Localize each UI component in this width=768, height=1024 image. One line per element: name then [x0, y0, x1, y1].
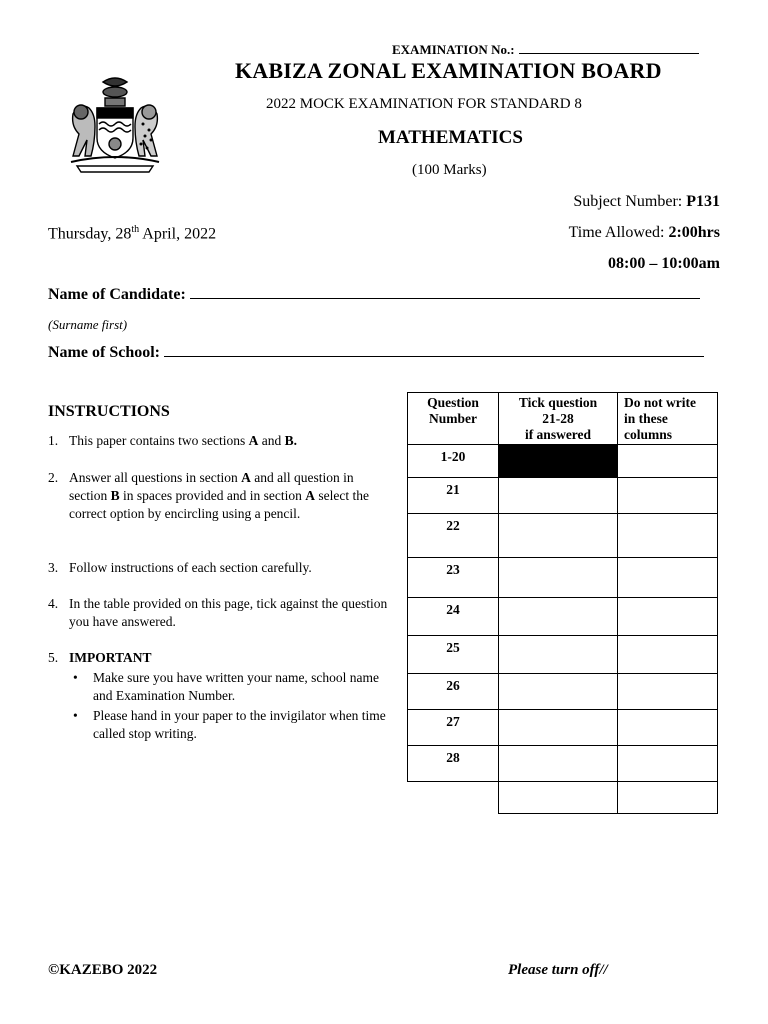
table-row — [408, 636, 718, 674]
tick-cell[interactable] — [499, 746, 618, 782]
examination-number-field — [392, 42, 699, 58]
table-row — [408, 445, 718, 478]
question-number-cell: 27 — [408, 710, 499, 746]
table-row — [408, 514, 718, 558]
table-row — [408, 746, 718, 782]
candidate-name-label: Name of Candidate: — [48, 286, 186, 303]
question-number-cell: 24 — [408, 598, 499, 636]
question-number-cell: 22 — [408, 514, 499, 558]
instruction-item-5 — [48, 649, 388, 745]
instruction-number: 1. — [48, 433, 59, 448]
bullet-icon: • — [73, 670, 78, 685]
instruction-text-part: This paper contains two sections — [69, 433, 249, 448]
candidate-name-blank[interactable] — [190, 286, 700, 299]
tick-cell[interactable] — [499, 598, 618, 636]
bullet-icon: • — [73, 708, 78, 723]
table-row — [408, 478, 718, 514]
instruction-text-bold: B. — [284, 433, 297, 448]
school-name-label: Name of School: — [48, 344, 160, 361]
tick-cell[interactable] — [499, 514, 618, 558]
candidate-name-field — [48, 286, 700, 304]
table-row — [408, 710, 718, 746]
instruction-text — [69, 432, 388, 450]
question-number-cell: 21 — [408, 478, 499, 514]
question-number-cell: 25 — [408, 636, 499, 674]
table-total-row — [408, 782, 718, 814]
header-line: Question — [427, 395, 479, 410]
total-marks: (100 Marks) — [412, 162, 487, 178]
date-day: Thursday, 28 — [48, 225, 132, 243]
header-line: Number — [429, 411, 477, 426]
examiner-cell — [618, 558, 718, 598]
header-line: columns — [624, 427, 673, 442]
bullet-item — [69, 669, 388, 705]
examiner-cell — [618, 598, 718, 636]
header-line: Tick question — [518, 395, 598, 410]
bullet-item — [69, 707, 388, 743]
subject-title: MATHEMATICS — [378, 127, 523, 148]
date-month-year: April, 2022 — [139, 225, 217, 243]
date-suffix: th — [131, 224, 140, 235]
tick-cell[interactable] — [499, 478, 618, 514]
instruction-item-2 — [48, 469, 388, 523]
total-tick-cell — [499, 782, 618, 814]
turn-over-note: Please turn off// — [508, 962, 608, 978]
examiner-cell — [618, 514, 718, 558]
instruction-text-part: Answer all questions in section — [69, 470, 242, 485]
table-header-row — [408, 393, 718, 445]
instruction-text-part: in spaces provided and in section — [119, 488, 306, 503]
header-do-not-write — [618, 393, 718, 445]
instruction-heading: IMPORTANT — [69, 650, 152, 665]
time-range: 08:00 – 10:00am — [608, 255, 720, 272]
instruction-item-3 — [48, 559, 388, 577]
instruction-text-part: and all question in section — [69, 470, 354, 503]
instruction-number: 4. — [48, 596, 59, 611]
header-question-number — [408, 393, 499, 445]
bullet-text: Please hand in your paper to the invigilator when time called stop writing. — [93, 708, 386, 741]
subject-number-value: P131 — [686, 193, 720, 210]
header-line: in these — [624, 411, 668, 426]
table-row — [408, 598, 718, 636]
instruction-text-bold: A — [248, 433, 259, 448]
subject-number-label: Subject Number: — [573, 193, 687, 210]
instruction-item-4 — [48, 595, 388, 631]
tick-cell[interactable] — [499, 636, 618, 674]
table-row — [408, 674, 718, 710]
instruction-text-bold: A — [241, 470, 251, 485]
instruction-text-bold: A — [305, 488, 315, 503]
total-examiner-cell — [618, 782, 718, 814]
exam-date — [48, 224, 216, 243]
instruction-number: 5. — [48, 650, 59, 665]
examiner-cell — [618, 478, 718, 514]
instruction-number: 3. — [48, 560, 59, 575]
examiner-cell — [618, 636, 718, 674]
exam-subtitle: 2022 MOCK EXAMINATION FOR STANDARD 8 — [266, 96, 582, 112]
instruction-text — [69, 469, 388, 523]
question-number-cell: 1-20 — [408, 445, 499, 478]
examiner-cell — [618, 746, 718, 782]
instructions-title: INSTRUCTIONS — [48, 403, 170, 420]
tick-cell[interactable] — [499, 674, 618, 710]
question-tick-table — [407, 392, 718, 814]
copyright-text: ©KAZEBO 2022 — [48, 962, 158, 978]
instruction-text: Follow instructions of each section carefully. — [69, 560, 312, 575]
surname-note: (Surname first) — [48, 317, 128, 332]
empty-cell — [408, 782, 499, 814]
question-number-cell: 28 — [408, 746, 499, 782]
header-line: 21-28 — [542, 411, 574, 426]
bullet-text: Make sure you have written your name, school name and Examination Number. — [93, 670, 380, 703]
header-line: if answered — [524, 427, 592, 442]
question-number-cell: 26 — [408, 674, 499, 710]
question-number-cell: 23 — [408, 558, 499, 598]
time-allowed-label: Time Allowed: — [568, 224, 669, 241]
coat-of-arms-icon — [63, 74, 167, 178]
instruction-text: In the table provided on this page, tick against the question you have answered. — [69, 596, 388, 629]
instruction-bullets — [69, 669, 388, 743]
examiner-cell — [618, 445, 718, 478]
instruction-text-bold: B — [110, 488, 120, 503]
tick-cell[interactable] — [499, 710, 618, 746]
header-line: Do not write — [624, 395, 696, 410]
board-title: KABIZA ZONAL EXAMINATION BOARD — [235, 58, 662, 83]
time-allowed-value: 2:00hrs — [668, 224, 720, 241]
examination-number-label: EXAMINATION No.: — [392, 42, 515, 57]
instruction-text-part: and — [258, 433, 285, 448]
school-name-blank[interactable] — [164, 344, 704, 357]
header-tick-question — [499, 393, 618, 445]
instruction-item-1 — [48, 432, 388, 450]
instruction-number: 2. — [48, 470, 59, 485]
examiner-cell — [618, 710, 718, 746]
examination-number-blank[interactable] — [519, 43, 699, 54]
subject-number — [573, 193, 720, 211]
time-allowed — [569, 224, 720, 242]
instruction-text-part: select the correct option by encircling using a pencil. — [69, 488, 369, 521]
examiner-cell — [618, 674, 718, 710]
tick-cell[interactable] — [499, 558, 618, 598]
table-row — [408, 558, 718, 598]
school-name-field — [48, 344, 704, 362]
blocked-tick-cell — [499, 445, 618, 478]
